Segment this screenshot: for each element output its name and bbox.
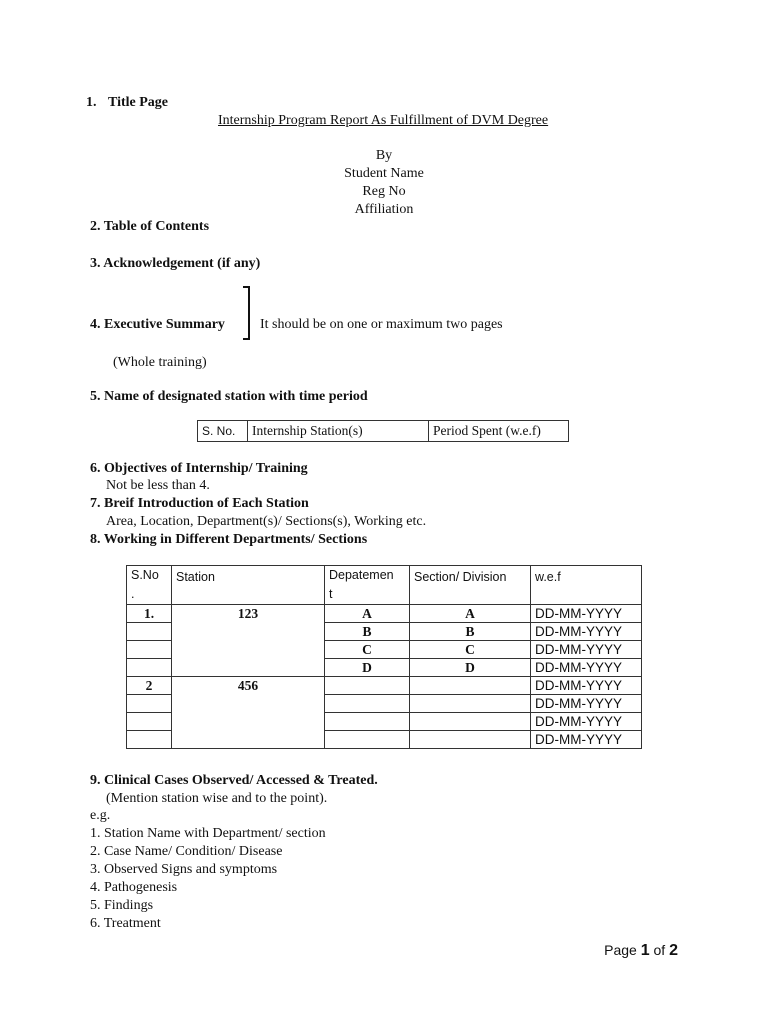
table-row [127,566,642,605]
table-header-cell: S.No . [127,566,172,605]
section-cell: D [410,659,531,677]
department-cell [325,695,410,713]
report-title: Internship Program Report As Fulfillment of DVM Degree [218,113,549,128]
section-cell: B [410,623,531,641]
section-3-title: 3. Acknowledgement (if any) [90,256,261,271]
sno-cell [127,641,172,659]
section-8-title: 8. Working in Different Departments/ Sections [90,532,368,547]
bracket-symbol [243,286,250,340]
total-page-number: 2 [669,942,678,959]
table-header-cell: Depatemen t [325,566,410,605]
department-cell: A [325,605,410,623]
section-2-title: 2. Table of Contents [90,219,210,234]
list-item: 1. Station Name with Department/ section [90,826,326,841]
executive-summary-note: It should be on one or maximum two pages [260,317,503,332]
by-label: By [375,148,393,163]
wef-cell: DD-MM-YYYY [531,623,642,641]
table-header-cell: Internship Station(s) [248,421,429,442]
page-word: Page [604,942,637,958]
wef-cell: DD-MM-YYYY [531,713,642,731]
affiliation-label: Affiliation [354,202,414,217]
section-4-title: 4. Executive Summary [90,317,225,332]
sno-cell [127,623,172,641]
section-cell: C [410,641,531,659]
table-header-cell: S. No. [198,421,248,442]
station-cell: 123 [172,605,325,677]
table-header-cell: Period Spent (w.e.f) [429,421,569,442]
sno-cell [127,695,172,713]
table-row [127,677,642,695]
section-1-title: Title Page [108,95,169,110]
department-cell: C [325,641,410,659]
department-cell [325,713,410,731]
wef-cell: DD-MM-YYYY [531,731,642,749]
table-row [127,605,642,623]
section-7-title: 7. Breif Introduction of Each Station [90,496,309,511]
department-cell: B [325,623,410,641]
table-header-cell: Station [172,566,325,605]
section-cell [410,713,531,731]
section-6-sub: Not be less than 4. [106,478,210,493]
sno-cell: 2 [127,677,172,695]
wef-cell: DD-MM-YYYY [531,677,642,695]
current-page-number: 1 [640,942,650,959]
station-cell: 456 [172,677,325,749]
student-name-label: Student Name [344,166,424,181]
station-period-table [197,420,569,442]
wef-cell: DD-MM-YYYY [531,641,642,659]
section-5-title: 5. Name of designated station with time period [90,389,368,404]
sno-cell: 1. [127,605,172,623]
list-item: 2. Case Name/ Condition/ Disease [90,844,283,859]
table-header-cell: Section/ Division [410,566,531,605]
list-item: 5. Findings [90,898,154,913]
section-9-sub: (Mention station wise and to the point). [106,791,328,806]
section-1-number: 1. [86,95,97,110]
page-indicator [604,942,678,960]
list-item: 6. Treatment [90,916,161,931]
list-item: 4. Pathogenesis [90,880,178,895]
section-cell [410,695,531,713]
section-cell [410,731,531,749]
eg-label: e.g. [90,808,111,823]
sno-cell [127,713,172,731]
of-word: of [653,942,666,958]
department-cell: D [325,659,410,677]
sno-cell [127,659,172,677]
sno-cell [127,731,172,749]
department-cell [325,731,410,749]
list-item: 3. Observed Signs and symptoms [90,862,278,877]
wef-cell: DD-MM-YYYY [531,695,642,713]
executive-summary-sub: (Whole training) [113,355,207,370]
department-table [126,565,642,749]
wef-cell: DD-MM-YYYY [531,659,642,677]
section-cell [410,677,531,695]
table-header-cell: w.e.f [531,566,642,605]
section-6-title: 6. Objectives of Internship/ Training [90,461,308,476]
section-7-sub: Area, Location, Department(s)/ Sections(s), Working etc. [106,514,427,529]
table-row [198,421,569,442]
section-cell: A [410,605,531,623]
reg-no-label: Reg No [362,184,406,199]
department-cell [325,677,410,695]
wef-cell: DD-MM-YYYY [531,605,642,623]
section-9-title: 9. Clinical Cases Observed/ Accessed & Treated. [90,773,378,788]
